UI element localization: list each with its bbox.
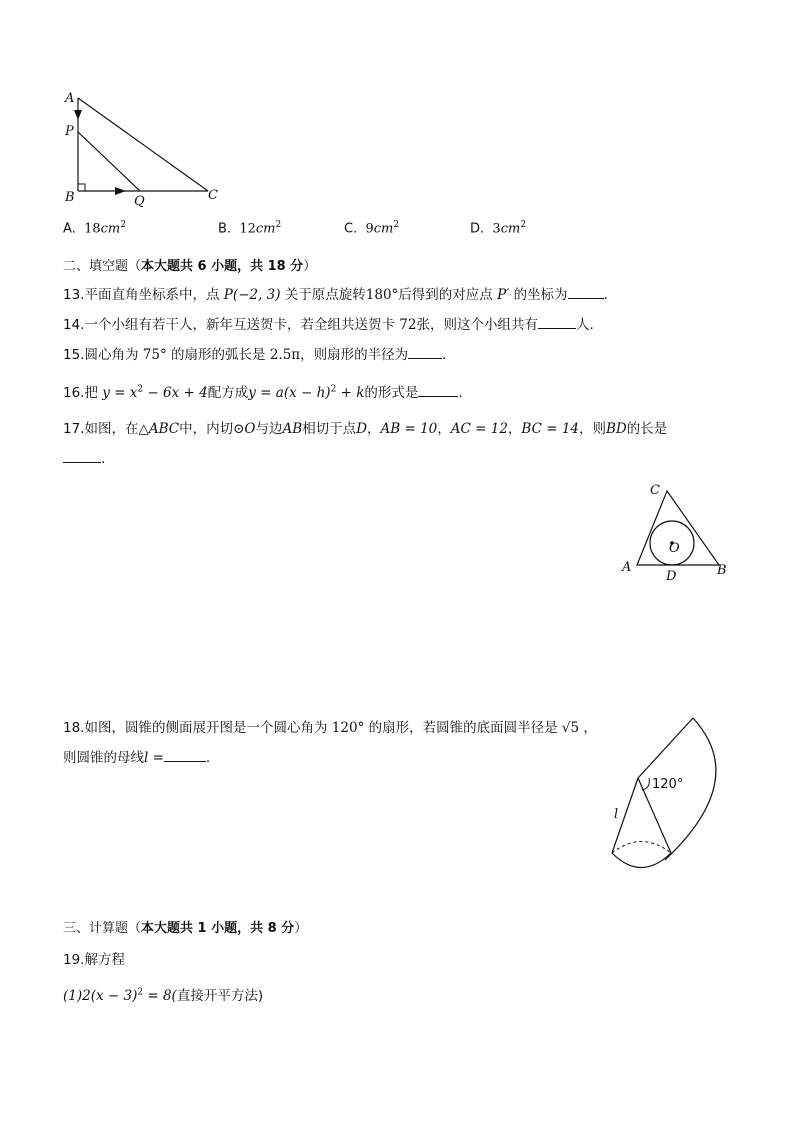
q18-answer-blank[interactable] [164,747,206,762]
question-18-line-2 [63,746,210,766]
question-19-part-1 [63,984,263,1004]
q13-text-2: 关于原点旋转 [284,287,366,303]
q17-math-bd: BD [606,421,627,437]
q18-text-3: ， [583,720,597,736]
q17-math-d: D [356,421,368,437]
q14-math-count: 72 [399,317,417,333]
q15-end: . [442,347,447,363]
label-c: C [650,483,660,498]
option-d [470,220,526,236]
label-a: A [622,560,632,575]
label-l: l [614,807,619,822]
segment-ac [78,98,208,191]
q19-part-1-math: (1)2(x − 3) [63,988,138,1004]
option-d-exp: 2 [520,220,527,230]
option-a [63,220,126,236]
section-3-title [63,917,307,936]
label-q: Q [134,194,145,209]
q18-text-1: 如图，圆锥的侧面展开图是一个圆心角为 [84,720,328,736]
option-a-unit: cm [100,221,121,237]
q15-text-3: ，则扇形的半径为 [300,347,409,363]
q18-math-radius: √5 [561,720,580,736]
q17-answer-blank[interactable] [63,448,101,463]
q19-part-1-sup: 2 [137,987,144,998]
question-16 [63,381,463,401]
q16-text-3: 的形式是 [364,385,419,401]
q15-text-2: 的扇形的弧长是 [171,347,266,363]
q16-math-1a: y = x [102,385,138,401]
q14-text-1: 一个小组有若干人，新年互送贺卡，若全组共送贺卡 [84,317,395,333]
option-c-exp: 2 [393,220,400,230]
arrow-down-icon [74,110,82,120]
option-c-letter: C. [344,221,358,237]
q17-math-ac-len: AC = 12 [450,421,508,437]
option-c-unit: cm [373,221,394,237]
q17-sep-3: ， [507,421,522,437]
q17-math-triangle: △ABC [138,421,180,437]
q16-text-2: 配方成 [207,385,249,401]
option-a-letter: A. [63,221,76,237]
option-b-letter: B. [218,221,232,237]
q18-text-4: 则圆锥的母线 [63,750,144,766]
q19-text-1: 解方程 [84,952,125,968]
option-b-unit: cm [255,221,276,237]
question-13 [63,283,608,303]
q18-math-l: l = [144,750,164,766]
q15-answer-blank[interactable] [408,344,442,359]
q13-text-1: 平面直角坐标系中，点 [84,287,220,303]
q17-end: . [101,451,106,467]
q13-end: . [603,287,608,303]
label-a: A [65,91,75,106]
question-14 [63,313,594,333]
label-p: P [65,124,74,139]
figure-triangle-pq [60,86,230,211]
option-b-exp: 2 [275,220,282,230]
q14-answer-blank[interactable] [538,314,576,329]
q18-math-angle: 120° [331,720,365,736]
q19-part-1-math-b: = 8( [143,988,177,1004]
question-17-line-2 [63,448,105,467]
section-2-title-text: 二、填空题（ [63,259,142,274]
q17-text-2: 中，内切 [179,421,234,437]
q14-text-3: 人. [575,317,594,333]
label-angle: 120° [652,777,684,792]
segment-pq [78,132,140,191]
question-19 [63,948,125,968]
label-d: D [666,569,677,584]
label-b: B [65,190,75,205]
section-2-title-close: ） [303,259,317,274]
q18-text-2: 的扇形，若圆锥的底面圆半径是 [368,720,558,736]
q19-number: 19. [63,952,85,968]
cone-base-back [612,842,671,854]
section-3-title-text: 三、计算题（ [63,921,142,936]
q17-text-5: ，则 [579,421,606,437]
q16-math-2b: + k [336,385,365,401]
figure-cone-sector [605,710,735,878]
q17-number: 17. [63,421,85,437]
q14-text-2: 张，则这个小组共有 [416,317,538,333]
q14-number: 14. [63,317,85,333]
q16-text-1: 把 [84,385,98,401]
q16-sup-1: 2 [137,384,144,395]
section-2-title-bold: 本大题共 6 小题，共 18 分 [141,259,304,274]
label-o: O [669,541,680,556]
q17-math-circle: ⊙O [233,421,256,437]
option-d-unit: cm [500,221,521,237]
section-3-title-close: ） [294,921,308,936]
q16-sup-2: 2 [330,384,337,395]
q15-number: 15. [63,347,85,363]
option-c-value: 9 [365,221,374,237]
q13-text-4: 的坐标为 [513,287,568,303]
q16-answer-blank[interactable] [418,382,458,397]
q17-text-4: 相切于点 [302,421,357,437]
option-d-value: 3 [492,221,501,237]
arrow-right-icon [115,187,126,195]
q17-math-ab-len: AB = 10 [380,421,438,437]
q17-text-3: 与边 [255,421,283,437]
q19-part-1-method: 直接开平方法 [176,988,258,1004]
q15-math-angle: 75° [142,347,167,363]
q16-math-2a: y = a(x − h) [248,385,331,401]
question-17 [63,417,667,437]
q17-sep-1: ， [367,421,381,437]
q13-math-angle: 180° [365,287,399,303]
q18-number: 18. [63,720,85,736]
q16-end: . [458,385,463,401]
option-c [344,220,399,236]
q19-part-1-close: ) [257,988,264,1004]
q15-math-arc: 2.5π [269,347,301,363]
q16-math-1b: − 6x + 4 [143,385,208,401]
option-a-value: 18 [84,221,101,237]
label-b: B [717,563,727,578]
q17-math-bc-len: BC = 14 [521,421,579,437]
q13-number: 13. [63,287,85,303]
q18-end: . [205,750,211,766]
q15-text-1: 圆心角为 [84,347,139,363]
right-angle-mark [78,184,85,191]
q17-text-1: 如图，在 [84,421,139,437]
question-18 [63,716,597,736]
section-3-title-bold: 本大题共 1 小题，共 8 分 [141,921,295,936]
q16-number: 16. [63,385,85,401]
option-b [218,220,281,236]
cone-base-front [612,853,671,868]
section-2-title [63,255,316,274]
q17-sep-2: ， [437,421,451,437]
figure-incircle [618,478,733,586]
question-15 [63,343,446,363]
q13-text-3: 后得到的对应点 [398,287,493,303]
q17-text-6: 的长是 [626,421,668,437]
option-a-exp: 2 [120,220,126,230]
q13-math-point-prime: P′ [497,287,510,303]
label-c: C [208,188,218,203]
option-d-letter: D. [470,221,485,237]
q17-math-ab: AB [282,421,303,437]
sector-radius-top [638,718,693,778]
option-b-value: 12 [239,221,256,237]
q13-math-point: P(−2, 3) [223,287,281,303]
q13-answer-blank[interactable] [568,284,604,299]
